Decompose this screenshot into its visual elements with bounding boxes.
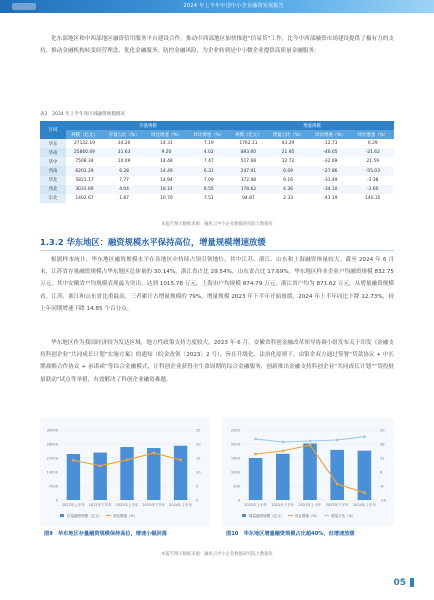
y-right-tick-label: 15 (196, 456, 201, 461)
page-number: 05 (393, 578, 406, 588)
table-cell: 7.19 (203, 141, 214, 147)
x-tick-label: 2024年上半年 (169, 503, 193, 507)
table-cell: 6.28 (103, 166, 145, 175)
table-cell: 21.95 (267, 148, 309, 157)
y-left-tick-label: 21000 (46, 456, 58, 461)
legend-label: 同比增速（%） (113, 514, 138, 518)
table-row (40, 194, 394, 203)
table-cell: -31.49 (323, 177, 338, 183)
table-cell: 1.87 (119, 195, 129, 201)
bar (94, 453, 107, 500)
bar (330, 450, 344, 500)
bar (174, 446, 187, 500)
table-cell: 6.31 (188, 166, 230, 175)
table-cell: 4.36 (267, 185, 309, 194)
y-left-tick-label: 0 (237, 498, 240, 503)
table-subheader: 环比增速（%） (352, 130, 394, 139)
table-cell: -12.73 (323, 141, 338, 147)
legend-label: 增量融资规模（亿元） (249, 514, 284, 518)
x-tick-label: 2024年上半年 (352, 503, 376, 507)
section-divider (40, 250, 394, 251)
table-cell: 25860.69 (66, 148, 103, 157)
table-cell: 21.59 (366, 159, 380, 165)
table-subheader: 增量占比（%） (267, 130, 309, 139)
y-right-tick-label: 25 (196, 428, 201, 433)
line-point (281, 441, 284, 444)
x-tick-label: 2022年上半年 (61, 503, 85, 507)
figure-9-caption: 图9 华东地区存量融资规模保持高位，增速小幅回落 (44, 531, 167, 537)
table-cell: 7.09 (203, 177, 214, 183)
bar (249, 458, 263, 500)
table-cell: 247.91 (230, 166, 267, 175)
y-left-tick-label: 500 (233, 484, 240, 489)
table-cell: 34.20 (117, 141, 131, 147)
bar (120, 447, 133, 500)
y-left-tick-label: 7000 (48, 484, 58, 489)
table-cell: 9.20 (145, 148, 187, 157)
table-cell: -34.10 (309, 185, 351, 194)
table-cell: -32.69 (323, 159, 338, 165)
table-cell: 1402.67 (75, 195, 94, 201)
table-cell: -46.05 (309, 148, 351, 157)
table-subheader: 同比增速（%） (309, 130, 351, 139)
line-point (363, 491, 366, 494)
incremental-financing-chart (222, 418, 394, 526)
figure-10-caption: 图10 华东地区增量融资规模占比超40%，但增速放缓 (226, 531, 355, 537)
y-right-tick-label: -6 (380, 484, 384, 489)
table-caption: 表2 2024 年上半年各区域融资规模情况 (40, 112, 125, 117)
table-cell: 4.04 (103, 185, 145, 194)
y-left-tick-label: 1500 (230, 456, 240, 461)
table-source-note: 本报告图示数据来源：融风云中小企业数据研究院大数据库 (161, 222, 273, 227)
table-cell: 43.29 (281, 141, 295, 147)
y-left-tick-label: 2500 (230, 428, 240, 433)
y-left-tick-label: 35000 (46, 428, 58, 433)
table-row (40, 176, 394, 185)
table-region-cell: 西北 (40, 185, 66, 194)
line-point (179, 459, 182, 462)
table-cell: -55.03 (352, 166, 394, 175)
y-left-tick-label: 2000 (230, 442, 240, 447)
bar (276, 454, 290, 500)
line-point (363, 435, 366, 438)
line-point (281, 450, 284, 453)
table-cell: 7.51 (203, 195, 214, 201)
table-cell: 94.87 (242, 195, 255, 201)
table-cell: 14.94 (160, 177, 173, 183)
line-point (254, 438, 257, 441)
line-point (72, 459, 75, 462)
header-title: 2024 年上半年中国中小企业融资发展报告 (183, 3, 284, 9)
table-cell: 14.49 (145, 166, 187, 175)
table-cell: 31.63 (103, 148, 145, 157)
table-subheader: 同比增速（%） (145, 130, 187, 139)
table-cell: 10.09 (117, 159, 131, 165)
table-cell: 7.47 (203, 159, 214, 165)
table-cell: -41.19 (323, 195, 338, 201)
legend-swatch (242, 514, 246, 517)
table-cell: 2.33 (283, 195, 293, 201)
table-cell: 6.29 (367, 141, 378, 147)
table-region-cell: 华东 (40, 139, 66, 148)
table-cell: 893.60 (230, 148, 267, 157)
legend-swatch (60, 514, 64, 517)
legend-label: 增量占比（%） (331, 514, 356, 518)
y-left-tick-label: 1000 (230, 470, 240, 475)
table-cell: 9.16 (283, 177, 293, 183)
line-point (152, 452, 155, 455)
table-row (40, 157, 394, 166)
section-title: 1.3.2 华东地区：融资规模水平保持高位，增量规模增速放缓 (40, 237, 266, 247)
y-right-tick-label: 0 (196, 498, 199, 503)
table-region-cell: 华北 (40, 176, 66, 185)
table-cell: -3.38 (367, 177, 379, 183)
table-cell: 27132.19 (73, 141, 95, 147)
table-cell: 140.35 (365, 195, 381, 201)
y-right-tick-label: -20 (380, 498, 386, 503)
y-right-tick-label: 20 (196, 442, 201, 447)
table-cell: 3031.69 (66, 185, 103, 194)
table-subheader: 存量占比（%） (103, 130, 145, 139)
line-point (309, 444, 312, 447)
table-cell: 7508.34 (75, 159, 94, 165)
legend-label: 存量融资规模（亿元） (67, 514, 102, 518)
page-header-band (0, 0, 434, 13)
table-row (40, 139, 394, 148)
y-left-tick-label: 0 (55, 498, 58, 503)
table-header-increment: 增量规模 (230, 121, 394, 130)
y-right-tick-label: 36 (380, 442, 385, 447)
line-point (336, 439, 339, 442)
table-subheader: 环比增速（%） (188, 130, 230, 139)
x-tick-label: 2023年上半年 (115, 503, 139, 507)
table-cell: 1762.11 (239, 141, 258, 147)
table-cell: 7.77 (119, 177, 129, 183)
line-point (336, 483, 339, 486)
line-point (254, 453, 257, 456)
table-header-region: 区域 (40, 121, 66, 139)
table-cell: 517.68 (240, 159, 257, 165)
table-cell: -21.62 (352, 148, 394, 157)
table-row (40, 185, 394, 194)
x-tick-label: 2022年下半年 (271, 503, 295, 507)
line-point (99, 464, 102, 467)
intro-paragraph: 化东部地区和中西部地区融资信用服务平台建设合作，推动中西部地区加快推进“信易贷”工作，比今中西部融资市场建设提供了极有力的支持，推动金融机构转变经营理念、优化金融服务、防控金融风险，为企业转到是中小微企业提供高质量金融服务。 (40, 36, 394, 55)
x-tick-label: 2023年上半年 (298, 503, 322, 507)
policy-paragraph: 华东地区作为我国经济较为发达区域，地方性政策支持力度较大，2023 年 6 月，安徽省科创金融改革领导协调小组发布关于印发《金融支持科创企业“共同成长计划”实施方案》的通知（皖金改领〔2023〕2 号），旨在升级化、法治化原则下，由银企双方通过签署“贷款协议 + 中长期战略合作协议 + 承诺函”等综合金融模式，让科创企业获得全生命周期的综合金融服务，创新推出金融支持科创企业“共同成长计划”“贷投批量联动”试点等举措，有效解决了科创企业融资难题。 (40, 340, 394, 383)
table-cell: 4.02 (188, 148, 230, 157)
table-row (40, 166, 394, 175)
table-cell: 14.31 (160, 141, 173, 147)
analysis-paragraph: 根据样本统计，华东地区融资规模水平在各地区中持续占领引领地位，其中江苏、浙江、山东和上海融资体量较大。截至 2024 年 6 月末，江苏省存量融资规模占华东地区总体量的 30.14%，浙江省占比 29.54%，山东省占比 17.69%。华东地区样本企业户均融资规模 832.75 万元，其中安徽省户均规模表现最为突出，达到 1015.78 万元，上海市户均规模 874.79 万元，浙江省户均为 871.62 万元。从增量融资规模看，江苏、浙江和山东省比重最高，三者累计占增量规模的 79%，增量规模 2023 年下半年开始放缓，2024 年上半年同比下降 12.73%，较上年同期增速下降 14.85 个百分点。 (40, 257, 394, 312)
legend-label: 同比增速（%） (295, 514, 320, 518)
page-number-bar (410, 578, 414, 587)
table-cell: 8.55 (188, 185, 230, 194)
table-cell: -27.86 (309, 166, 351, 175)
x-tick-label: 2022年下半年 (88, 503, 112, 507)
line-point (309, 440, 312, 443)
table-region-cell: 华南 (40, 148, 66, 157)
table-cell: 6.09 (267, 166, 309, 175)
table-cell: 12.72 (281, 159, 295, 165)
table-row (40, 148, 394, 157)
y-right-tick-label: 50 (380, 428, 385, 433)
y-right-tick-label: 10 (196, 470, 201, 475)
figure-source-note: 本报告图示数据来源：融风云中小企业数据研究院大数据库 (161, 552, 273, 557)
report-logo (12, 3, 36, 10)
y-right-tick-label: 8 (380, 470, 383, 475)
table-subheader: 规模（亿元） (230, 130, 267, 139)
x-tick-label: 2023年下半年 (325, 503, 349, 507)
table-cell: -1.60 (352, 185, 394, 194)
x-tick-label: 2023年下半年 (142, 503, 166, 507)
line-point (126, 459, 129, 462)
table-cell: 18.14 (145, 185, 187, 194)
table-header-stock: 存量规模 (66, 121, 230, 130)
table-cell: 372.98 (240, 177, 257, 183)
table-cell: 178.62 (230, 185, 267, 194)
region-financing-table (40, 121, 394, 203)
table-cell: 10.70 (160, 195, 173, 201)
table-cell: 14.48 (160, 159, 173, 165)
table-subheader: 规模（亿元） (66, 130, 103, 139)
bar (147, 448, 160, 500)
table-cell: 5821.17 (75, 177, 94, 183)
x-tick-label: 2022年上半年 (244, 503, 268, 507)
y-right-tick-label: 5 (196, 484, 199, 489)
table-region-cell: 西南 (40, 166, 66, 175)
table-cell: 6203.29 (66, 166, 103, 175)
y-right-tick-label: 22 (380, 456, 385, 461)
y-left-tick-label: 14000 (46, 470, 58, 475)
table-region-cell: 东北 (40, 194, 66, 203)
y-left-tick-label: 28000 (46, 442, 58, 447)
table-region-cell: 华中 (40, 157, 66, 166)
stock-financing-chart (40, 418, 210, 526)
